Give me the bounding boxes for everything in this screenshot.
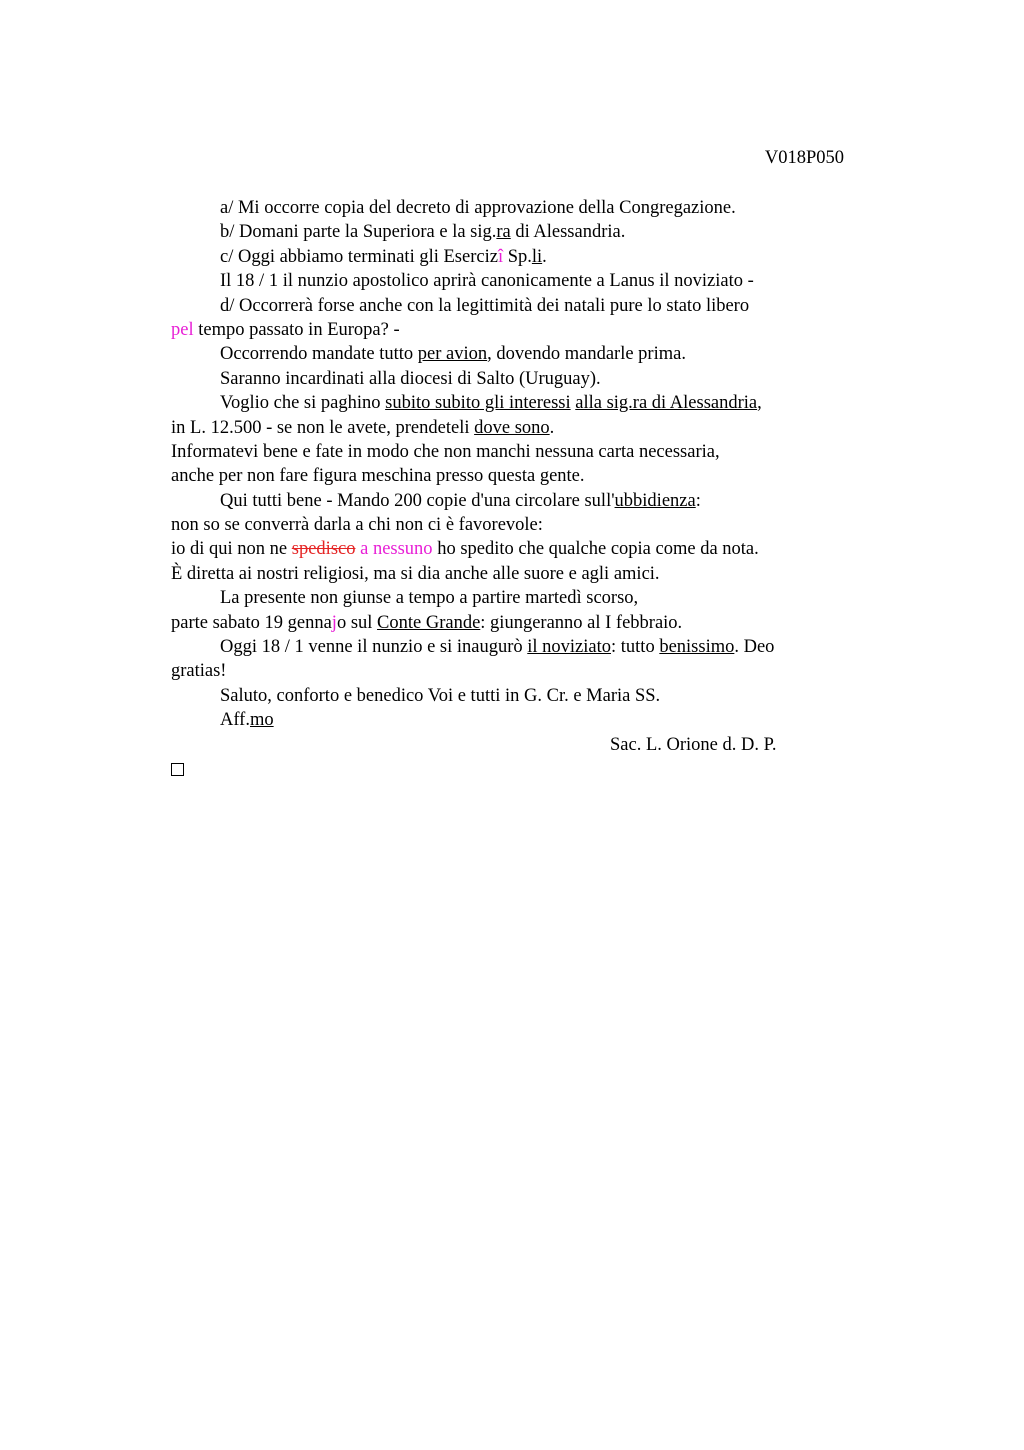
line-saluto: Saluto, conforto e benedico Voi e tutti in G. Cr. e Maria SS. bbox=[220, 685, 661, 706]
page-reference: V018P050 bbox=[764, 148, 844, 168]
inserted-phrase: a nessuno bbox=[360, 539, 433, 560]
line-d: d/ Occorrerà forse anche con la legittimità dei natali pure lo stato libero bbox=[220, 295, 750, 316]
line-salto: Saranno incardinati alla diocesi di Salto (Uruguay). bbox=[220, 368, 601, 389]
line-b: b/ Domani parte la Superiora e la sig.ra di Alessandria. bbox=[220, 222, 626, 243]
end-marker bbox=[171, 757, 871, 781]
letter-body bbox=[171, 196, 871, 781]
line-gratias: gratias! bbox=[171, 661, 227, 682]
line-circolare: Qui tutti bene - Mando 200 copie d'una circolare sull'ubbidienza: bbox=[220, 490, 701, 511]
line-c: c/ Oggi abbiamo terminati gli Esercizî Sp.li. bbox=[220, 246, 547, 267]
signature: Sac. L. Orione d. D. P. bbox=[610, 734, 777, 755]
correction-mark: î bbox=[497, 246, 504, 267]
line-avion: Occorrendo mandate tutto per avion, dovendo mandarle prima. bbox=[220, 344, 686, 365]
correction-letter: j bbox=[331, 612, 337, 633]
line-nunzio: Il 18 / 1 il nunzio apostolico aprirà canonicamente a Lanus il noviziato - bbox=[220, 271, 754, 292]
line-sabato: parte sabato 19 gennajo sul Conte Grande: giungeranno al I febbraio. bbox=[171, 612, 683, 633]
line-informatevi: Informatevi bene e fate in modo che non manchi nessuna carta necessaria, bbox=[171, 441, 720, 462]
line-spedito: io di qui non ne spedisco a nessuno ho spedito che qualche copia come da nota. bbox=[171, 539, 759, 560]
square-box-icon bbox=[171, 763, 184, 776]
line-noviziato: Oggi 18 / 1 venne il nunzio e si inaugurò il noviziato: tutto benissimo. Deo bbox=[220, 637, 775, 658]
struck-word: spedisco bbox=[291, 539, 356, 560]
line-religiosi: È diretta ai nostri religiosi, ma si dia anche alle suore e agli amici. bbox=[171, 563, 660, 584]
line-presente: La presente non giunse a tempo a partire martedì scorso, bbox=[220, 588, 639, 609]
line-lire: in L. 12.500 - se non le avete, prendeteli dove sono. bbox=[171, 417, 555, 438]
line-interessi: Voglio che si paghino subito subito gli interessi alla sig.ra di Alessandria, bbox=[220, 393, 762, 414]
line-europa: pel tempo passato in Europa? - bbox=[171, 319, 400, 340]
line-affmo: Aff.mo bbox=[220, 710, 274, 731]
inserted-word: pel bbox=[171, 319, 194, 340]
line-figura: anche per non fare figura meschina presso questa gente. bbox=[171, 466, 585, 487]
line-a: a/ Mi occorre copia del decreto di approvazione della Congregazione. bbox=[220, 198, 736, 218]
line-favorevole: non so se converrà darla a chi non ci è favorevole: bbox=[171, 515, 543, 536]
